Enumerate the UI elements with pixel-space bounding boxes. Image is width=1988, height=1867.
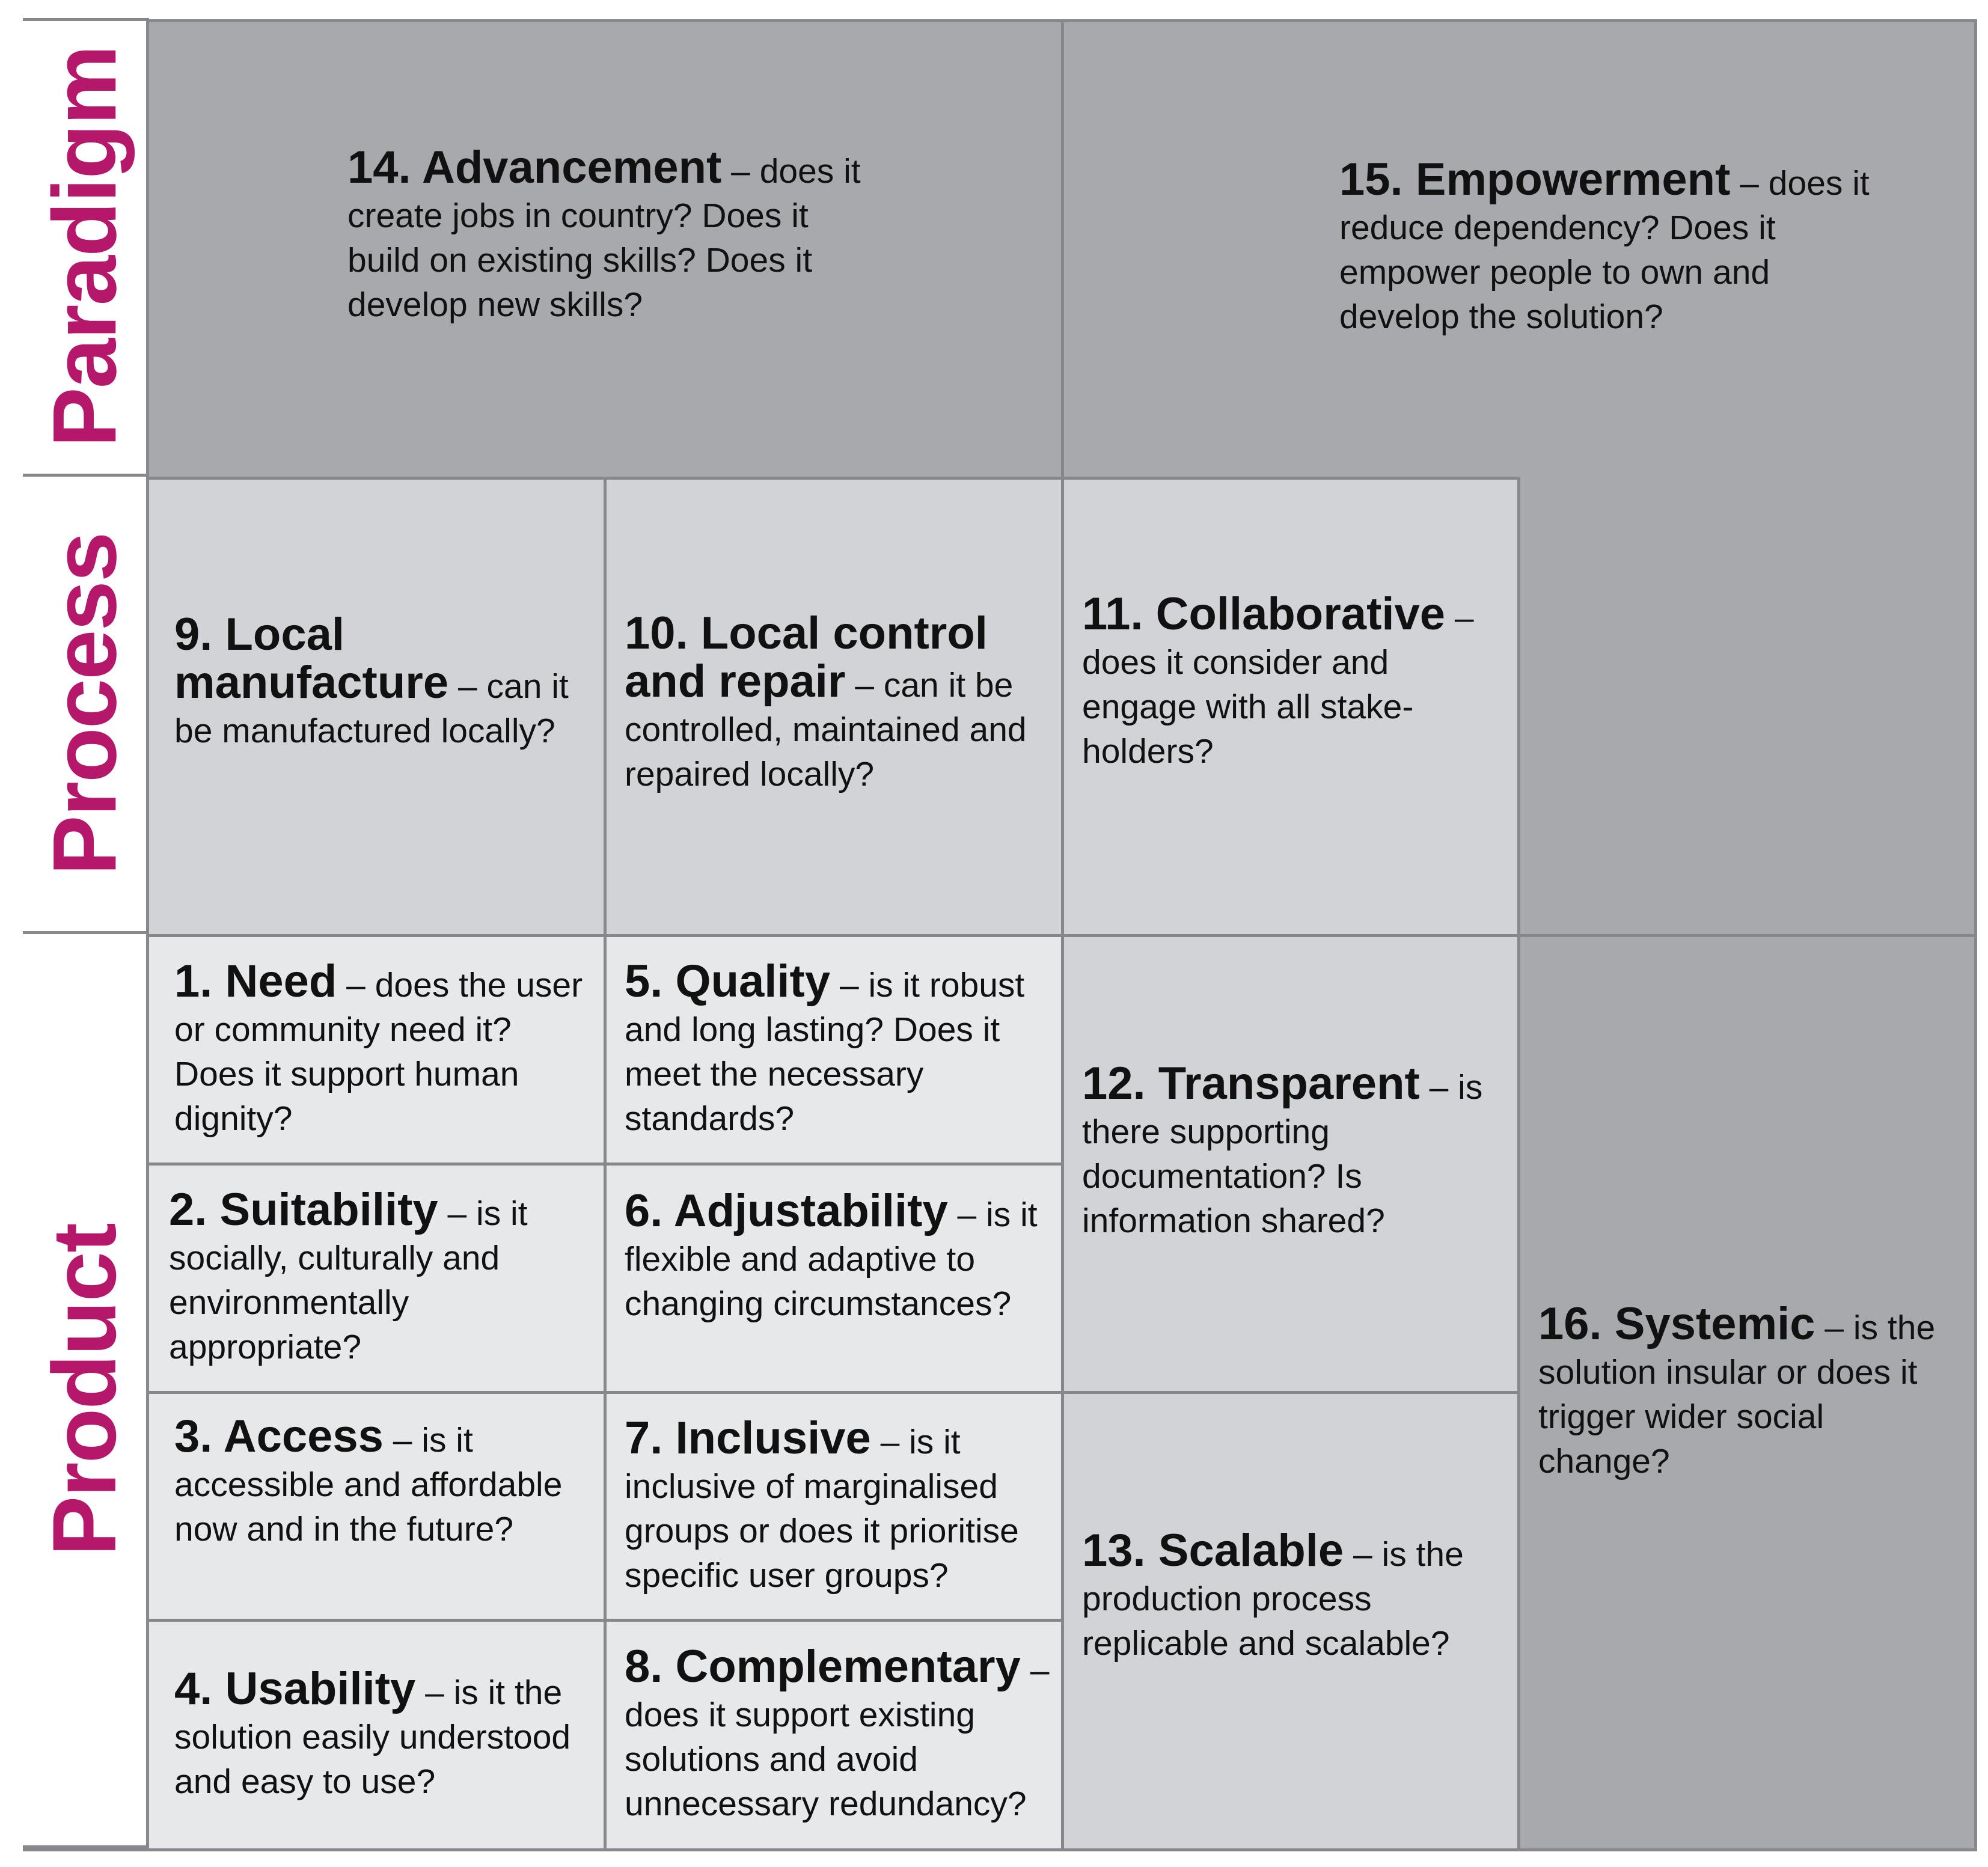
cell-16-systemic (1517, 934, 1977, 1851)
cell-title: 9. Local manufacture (174, 609, 449, 708)
cell-6-adjustability (604, 1163, 1064, 1394)
cell-text: – is it socially, culturally and environmentally appropriate? (169, 1194, 528, 1366)
cell-title: 16. Systemic (1538, 1298, 1815, 1349)
cell-title: 14. Advancement (347, 142, 722, 193)
cell-7-inclusive (604, 1391, 1064, 1622)
cell-text: – is the solution insular or does it trigger wider social change? (1538, 1309, 1936, 1480)
cell-3-access (146, 1391, 607, 1622)
cell-text: – is it accessible and affordable now and in the future? (174, 1420, 563, 1548)
cell-text: – can it be manufactured locally? (174, 667, 569, 750)
cell-2-suitability (146, 1163, 607, 1394)
row-label-process (23, 477, 146, 934)
cell-10-local-control (604, 477, 1064, 937)
cell-text: – does it reduce dependency? Does it empower people to own and develop the solution? (1339, 164, 1870, 336)
cell-4-usability (146, 1619, 607, 1851)
cell-text: – is the production process replicable and scalable? (1082, 1535, 1464, 1663)
paradigm-label-text: Paradigm (34, 46, 135, 447)
bottom-rule (23, 1848, 149, 1851)
cell-text: – is it robust and long lasting? Does it meet the necessary standards? (625, 965, 1025, 1138)
cell-13-scalable (1061, 1391, 1520, 1851)
cell-5-quality (604, 934, 1064, 1166)
process-label-text: Process (34, 533, 135, 875)
cell-text: – does it consider and engage with all stake-holders? (1082, 599, 1474, 771)
cell-1-need (146, 934, 607, 1166)
top-rule (23, 18, 149, 21)
cell-title: 3. Access (174, 1410, 384, 1462)
cell-text: – is it the solution easily understood and easy to use? (174, 1673, 571, 1801)
cell-text: – does it create jobs in country? Does it build on existing skills? Does it develop new skills? (347, 152, 861, 324)
row-label-paradigm (23, 19, 146, 477)
cell-title: 12. Transparent (1082, 1057, 1420, 1109)
cell-11-collaborative (1061, 477, 1520, 937)
cell-14-advancement (146, 19, 1064, 480)
cell-text: – does it support existing solutions and avoid unnecessary redundancy? (625, 1651, 1050, 1823)
cell-text: – is it flexible and adaptive to changing circumstances? (625, 1195, 1038, 1323)
cell-title: 10. Local control and repair (625, 608, 988, 707)
cell-text: – is it inclusive of marginalised groups or does it prioritise specific user groups? (625, 1422, 1019, 1595)
cell-title: 5. Quality (625, 955, 831, 1007)
cell-title: 15. Empowerment (1339, 154, 1731, 205)
cell-text: – does the user or community need it? Does it support human dignity? (174, 965, 583, 1138)
cell-title: 6. Adjustability (625, 1185, 948, 1236)
cell-text: – can it be controlled, maintained and repaired locally? (625, 666, 1027, 793)
cell-title: 13. Scalable (1082, 1525, 1344, 1576)
cell-title: 11. Collaborative (1082, 588, 1446, 640)
cell-title: 7. Inclusive (625, 1412, 871, 1464)
cell-12-transparent (1061, 934, 1520, 1394)
product-label-text: Product (34, 1223, 135, 1556)
cell-title: 1. Need (174, 955, 337, 1007)
row-label-product (23, 934, 146, 1848)
cell-text: – is there supporting documentation? Is information shared? (1082, 1068, 1483, 1240)
cell-8-complementary (604, 1619, 1064, 1851)
cell-title: 2. Suitability (169, 1184, 438, 1235)
cell-title: 8. Complementary (625, 1640, 1021, 1692)
cell-title: 4. Usability (174, 1663, 416, 1714)
cell-9-local-manufacture (146, 477, 607, 937)
